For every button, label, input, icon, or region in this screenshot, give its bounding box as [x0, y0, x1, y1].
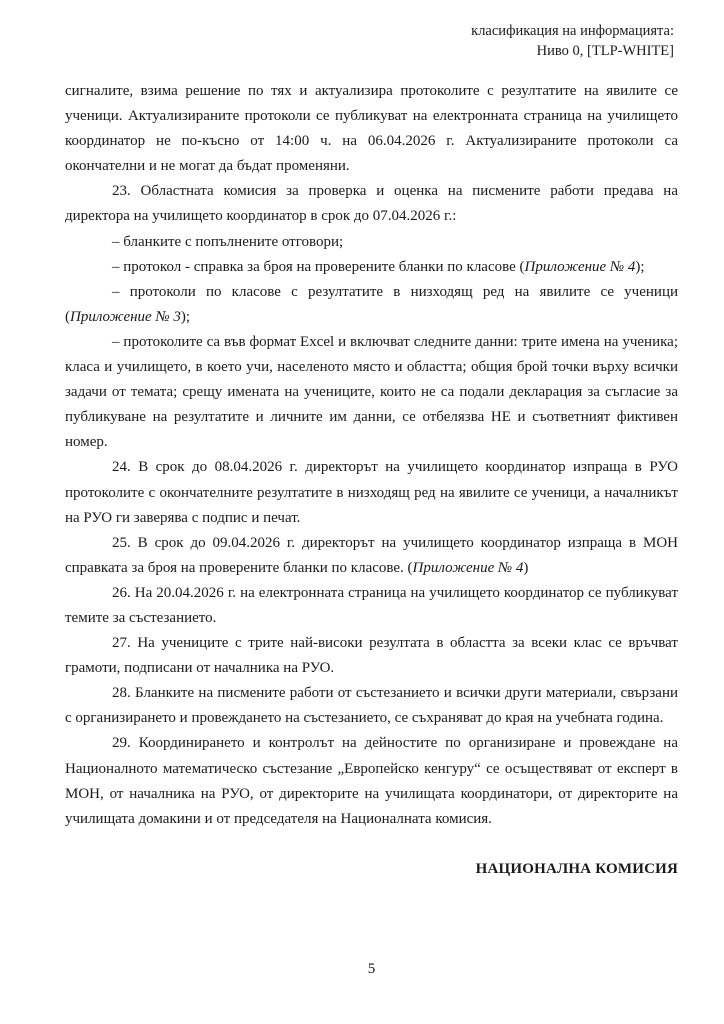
- signature-line: НАЦИОНАЛНА КОМИСИЯ: [475, 860, 678, 877]
- appendix-reference: Приложение № 4: [412, 559, 524, 576]
- list-item-dash: [65, 280, 678, 330]
- paragraph-text: );: [635, 258, 645, 275]
- appendix-reference: Приложение № 4: [524, 258, 636, 275]
- paragraph-text: – бланките с попълнените отговори;: [112, 233, 344, 250]
- page-number: 5: [367, 961, 376, 977]
- classification-line-2: Ниво 0, [TLP-WHITE]: [536, 43, 674, 59]
- paragraph-text: 29. Координирането и контролът на дейностите по организиране и провеждане на Националното математическо състезание „Европейско кенгуру“ се осъществяват от експерт в МОН, от началника на РУО, от директорите на училищата координатори, от директорите на училищата домакини и от председателя на Националната комисия.: [65, 735, 678, 827]
- paragraph-item-27: [65, 631, 678, 681]
- paragraph-item-29: [65, 731, 678, 831]
- list-item-dash: [65, 330, 678, 455]
- appendix-reference: Приложение № 3: [70, 308, 181, 325]
- paragraph-text: сигналите, взима решение по тях и актуализира протоколите с резултатите на явилите се ученици. Актуализираните протоколи се публикуват на електронната страница на училището координатор не по-късно от 14:00 ч. на 06.04.2026 г. Актуализираните протоколи са окончателни и не могат да бъдат променяни.: [65, 83, 678, 175]
- paragraph-text: ): [523, 559, 529, 576]
- paragraph-item-23: [65, 179, 678, 229]
- paragraph-text: – протоколи по класове с резултатите в низходящ ред на явилите се ученици (: [65, 283, 678, 325]
- paragraph-text: 25. В срок до 09.04.2026 г. директорът на училището координатор изпраща в МОН справката за броя на проверените бланки по класове. (: [65, 534, 678, 576]
- paragraph-text: );: [180, 308, 191, 325]
- classification-header: [471, 21, 674, 61]
- paragraph-text: 26. На 20.04.2026 г. на електронната страница на училището координатор се публикуват темите за състезанието.: [65, 584, 678, 626]
- paragraph-item-26: [65, 581, 678, 631]
- paragraph-item-24: [65, 455, 678, 530]
- document-body: [65, 79, 678, 882]
- paragraph-text: 23. Областната комисия за проверка и оценка на писмените работи предава на директора на училището координатор в срок до 07.04.2026 г.:: [65, 183, 678, 225]
- paragraph-text: – протокол - справка за броя на проверените бланки по класове (: [112, 258, 525, 275]
- paragraph-item-25: [65, 531, 678, 581]
- paragraph-item-28: [65, 681, 678, 731]
- list-item-dash: [65, 230, 678, 255]
- classification-line-1: класификация на информацията:: [471, 23, 674, 39]
- paragraph-continuation: [65, 79, 678, 179]
- paragraph-text: 24. В срок до 08.04.2026 г. директорът на училището координатор изпраща в РУО протоколите с окончателните резултатите в низходящ ред на явилите се ученици, а началникът на РУО ги заверява с подпис и печат.: [65, 459, 678, 526]
- list-item-dash: [65, 255, 678, 280]
- paragraph-text: 28. Бланките на писмените работи от състезанието и всички други материали, свързани с организирането и провеждането на състезанието, се съхраняват до края на учебната година.: [65, 685, 678, 727]
- paragraph-text: 27. На учениците с трите най-високи резултата в областта за всеки клас се връчват грамоти, подписани от началника на РУО.: [65, 635, 678, 677]
- paragraph-text: – протоколите са във формат Excel и включват следните данни: трите имена на ученика; класа и училището, в което учи, населеното място и областта; общия брой точки върху всички задачи от темата; срещу имената на учениците, които не са подали декларация за съгласие за публикуване на резултатите и личните им данни, се отбелязва НЕ и съответният фиктивен номер.: [65, 333, 678, 451]
